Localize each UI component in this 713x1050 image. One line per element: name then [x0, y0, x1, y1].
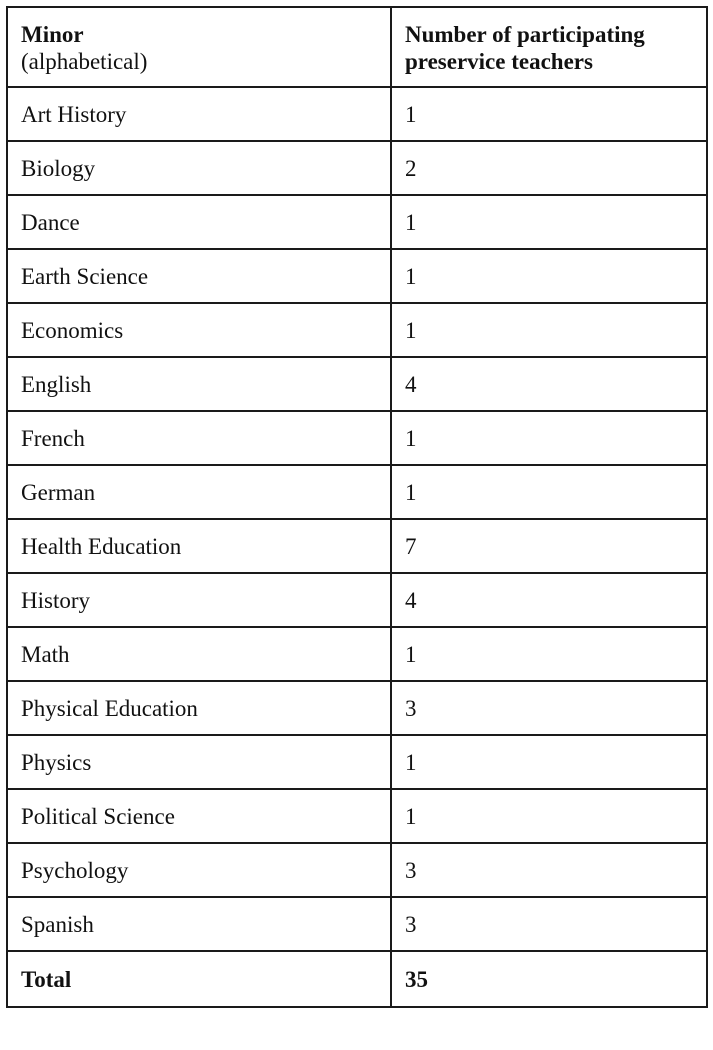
header-minor-subtitle: (alphabetical) [21, 49, 148, 74]
table-row [7, 303, 707, 357]
count-cell: 2 [391, 141, 707, 195]
count-cell: 4 [391, 357, 707, 411]
header-minor-cell [7, 7, 391, 87]
total-count-cell: 35 [391, 951, 707, 1007]
count-cell: 1 [391, 303, 707, 357]
minor-cell: History [7, 573, 391, 627]
total-row [7, 951, 707, 1007]
minors-table [6, 6, 708, 1008]
count-cell: 3 [391, 681, 707, 735]
table-row [7, 411, 707, 465]
table-row [7, 627, 707, 681]
minor-cell: Health Education [7, 519, 391, 573]
minor-cell: French [7, 411, 391, 465]
count-cell: 1 [391, 465, 707, 519]
table-header [7, 7, 707, 87]
minor-cell: Dance [7, 195, 391, 249]
table-row [7, 843, 707, 897]
count-cell: 4 [391, 573, 707, 627]
table-row [7, 735, 707, 789]
header-minor-title: Minor [21, 22, 84, 47]
count-cell: 1 [391, 195, 707, 249]
minor-cell: Psychology [7, 843, 391, 897]
count-cell: 1 [391, 735, 707, 789]
minor-cell: English [7, 357, 391, 411]
table-footer [7, 951, 707, 1007]
count-cell: 7 [391, 519, 707, 573]
header-row [7, 7, 707, 87]
minor-cell: Spanish [7, 897, 391, 951]
table-row [7, 249, 707, 303]
table-row [7, 519, 707, 573]
count-cell: 1 [391, 87, 707, 141]
table-row [7, 195, 707, 249]
minor-cell: Economics [7, 303, 391, 357]
count-cell: 1 [391, 789, 707, 843]
table-row [7, 357, 707, 411]
table-row [7, 141, 707, 195]
minor-cell: Art History [7, 87, 391, 141]
minor-cell: Biology [7, 141, 391, 195]
minor-cell: Physics [7, 735, 391, 789]
table-body [7, 87, 707, 951]
count-cell: 3 [391, 843, 707, 897]
count-cell: 3 [391, 897, 707, 951]
table-row [7, 681, 707, 735]
minor-cell: Math [7, 627, 391, 681]
count-cell: 1 [391, 249, 707, 303]
total-label-cell: Total [7, 951, 391, 1007]
table-row [7, 573, 707, 627]
minor-cell: Physical Education [7, 681, 391, 735]
table-row [7, 87, 707, 141]
table-row [7, 465, 707, 519]
minor-cell: Earth Science [7, 249, 391, 303]
count-cell: 1 [391, 627, 707, 681]
table-row [7, 897, 707, 951]
header-count-cell [391, 7, 707, 87]
table-row [7, 789, 707, 843]
minor-cell: German [7, 465, 391, 519]
header-count-title: Number of participating preservice teachers [405, 22, 645, 74]
minor-cell: Political Science [7, 789, 391, 843]
count-cell: 1 [391, 411, 707, 465]
